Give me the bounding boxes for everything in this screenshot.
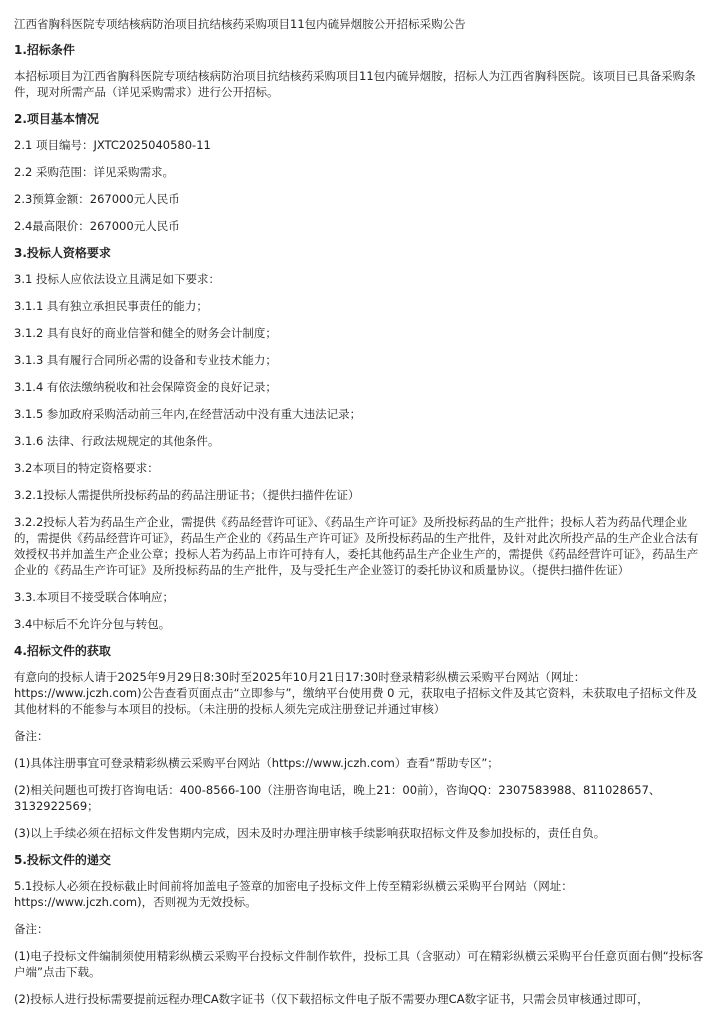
note-item: (3)以上手续必须在招标文件发售期内完成，因未及时办理注册审核手续影响获取招标文件及参加投标的，责任自负。 [14,826,606,840]
note-item: (2)相关问题也可拨打咨询电话：400-8566-100（注册咨询电话，晚上21：00前），咨询QQ：2307583988、811028657、3132922569； [14,783,661,813]
section-heading-project-info: 2.项目基本情况 [14,112,99,126]
qualification-item: 3.1 投标人应依法设立且满足如下要求： [14,272,220,286]
section-heading-obtain-documents: 4.招标文件的获取 [14,644,111,658]
note-label: 备注： [14,729,49,743]
qualification-item: 3.2本项目的特定资格要求： [14,461,159,475]
qualification-item: 3.1.5 参加政府采购活动前三年内,在经营活动中没有重大违法记录； [14,407,362,421]
budget-amount: 2.3预算金额：267000元人民币 [14,192,180,206]
qualification-item: 3.1.4 有依法缴纳税收和社会保障资金的良好记录； [14,380,277,394]
paragraph-obtain-documents: 有意向的投标人请于2025年9月29日8:30时至2025年10月21日17:30时登录精彩纵横云采购平台网站（网址：https://www.jczh.com)公告查看页面点击“立即参与”，缴纳平台使用费 0 元，获取电子招标文件及其它资料，未获取电子招标文件及其他材料的不能参与本项目的投标。（未注册的投标人须先完成注册登记并通过审核） [14,670,698,716]
page-title: 江西省胸科医院专项结核病防治项目抗结核药采购项目11包内硫异烟胺公开招标采购公告 [14,17,466,31]
qualification-item: 3.2.1投标人需提供所投标药品的药品注册证书；（提供扫描件佐证） [14,488,360,502]
qualification-item: 3.1.2 具有良好的商业信誉和健全的财务会计制度； [14,326,277,340]
section-heading-submission: 5.投标文件的递交 [14,853,111,867]
note-item: (1)具体注册事宜可登录精彩纵横云采购平台网站（https://www.jczh.com）查看“帮助专区”； [14,756,499,770]
qualification-item: 3.1.1 具有独立承担民事责任的能力； [14,299,208,313]
qualification-item: 3.1.6 法律、行政法规规定的其他条件。 [14,434,220,448]
section-heading-bid-conditions: 1.招标条件 [14,43,75,57]
qualification-item: 3.4中标后不允许分包与转包。 [14,617,171,631]
procurement-scope: 2.2 采购范围：详见采购需求。 [14,165,174,179]
qualification-item-long: 3.2.2投标人若为药品生产企业，需提供《药品经营许可证》、《药品生产许可证》及所投标药品的生产批件；投标人若为药品代理企业的，需提供《药品经营许可证》，药品生产企业的《药品生产许可证》及所投标药品的生产批件，及针对此次所投产品的生产企业合法有效授权书并加盖生产企业公章；投标人若为药品上市许可持有人，委托其他药品生产企业生产的，需提供《药品经营许可证》，药品生产企业的《药品生产许可证》及所投标药品的生产批件，及与受托生产企业签订的委托协议和质量协议。（提供扫描件佐证） [14,515,699,577]
qualification-item: 3.3.本项目不接受联合体响应； [14,590,174,604]
qualification-item: 3.1.3 具有履行合同所必需的设备和专业技术能力； [14,353,277,367]
paragraph-bid-conditions: 本招标项目为江西省胸科医院专项结核病防治项目抗结核药采购项目11包内硫异烟胺，招标人为江西省胸科医院。该项目已具备采购条件，现对所需产品（详见采购需求）进行公开招标。 [14,69,696,99]
section-heading-qualifications: 3.投标人资格要求 [14,246,111,260]
note-label: 备注： [14,922,49,936]
project-number: 2.1 项目编号：JXTC2025040580-11 [14,138,211,152]
max-price: 2.4最高限价：267000元人民币 [14,219,180,233]
note-item: (2)投标人进行投标需要提前远程办理CA数字证书（仅下载招标文件电子版不需要办理CA数字证书，只需会员审核通过即可， [14,992,649,1006]
paragraph-submission: 5.1投标人必须在投标截止时间前将加盖电子签章的加密电子投标文件上传至精彩纵横云采购平台网站（网址：https://www.jczh.com)，否则视为无效投标。 [14,879,573,909]
note-item: (1)电子投标文件编制须使用精彩纵横云采购平台投标文件制作软件，投标工具（含驱动）可在精彩纵横云采购平台任意页面右侧“投标客户端”点击下载。 [14,949,704,979]
